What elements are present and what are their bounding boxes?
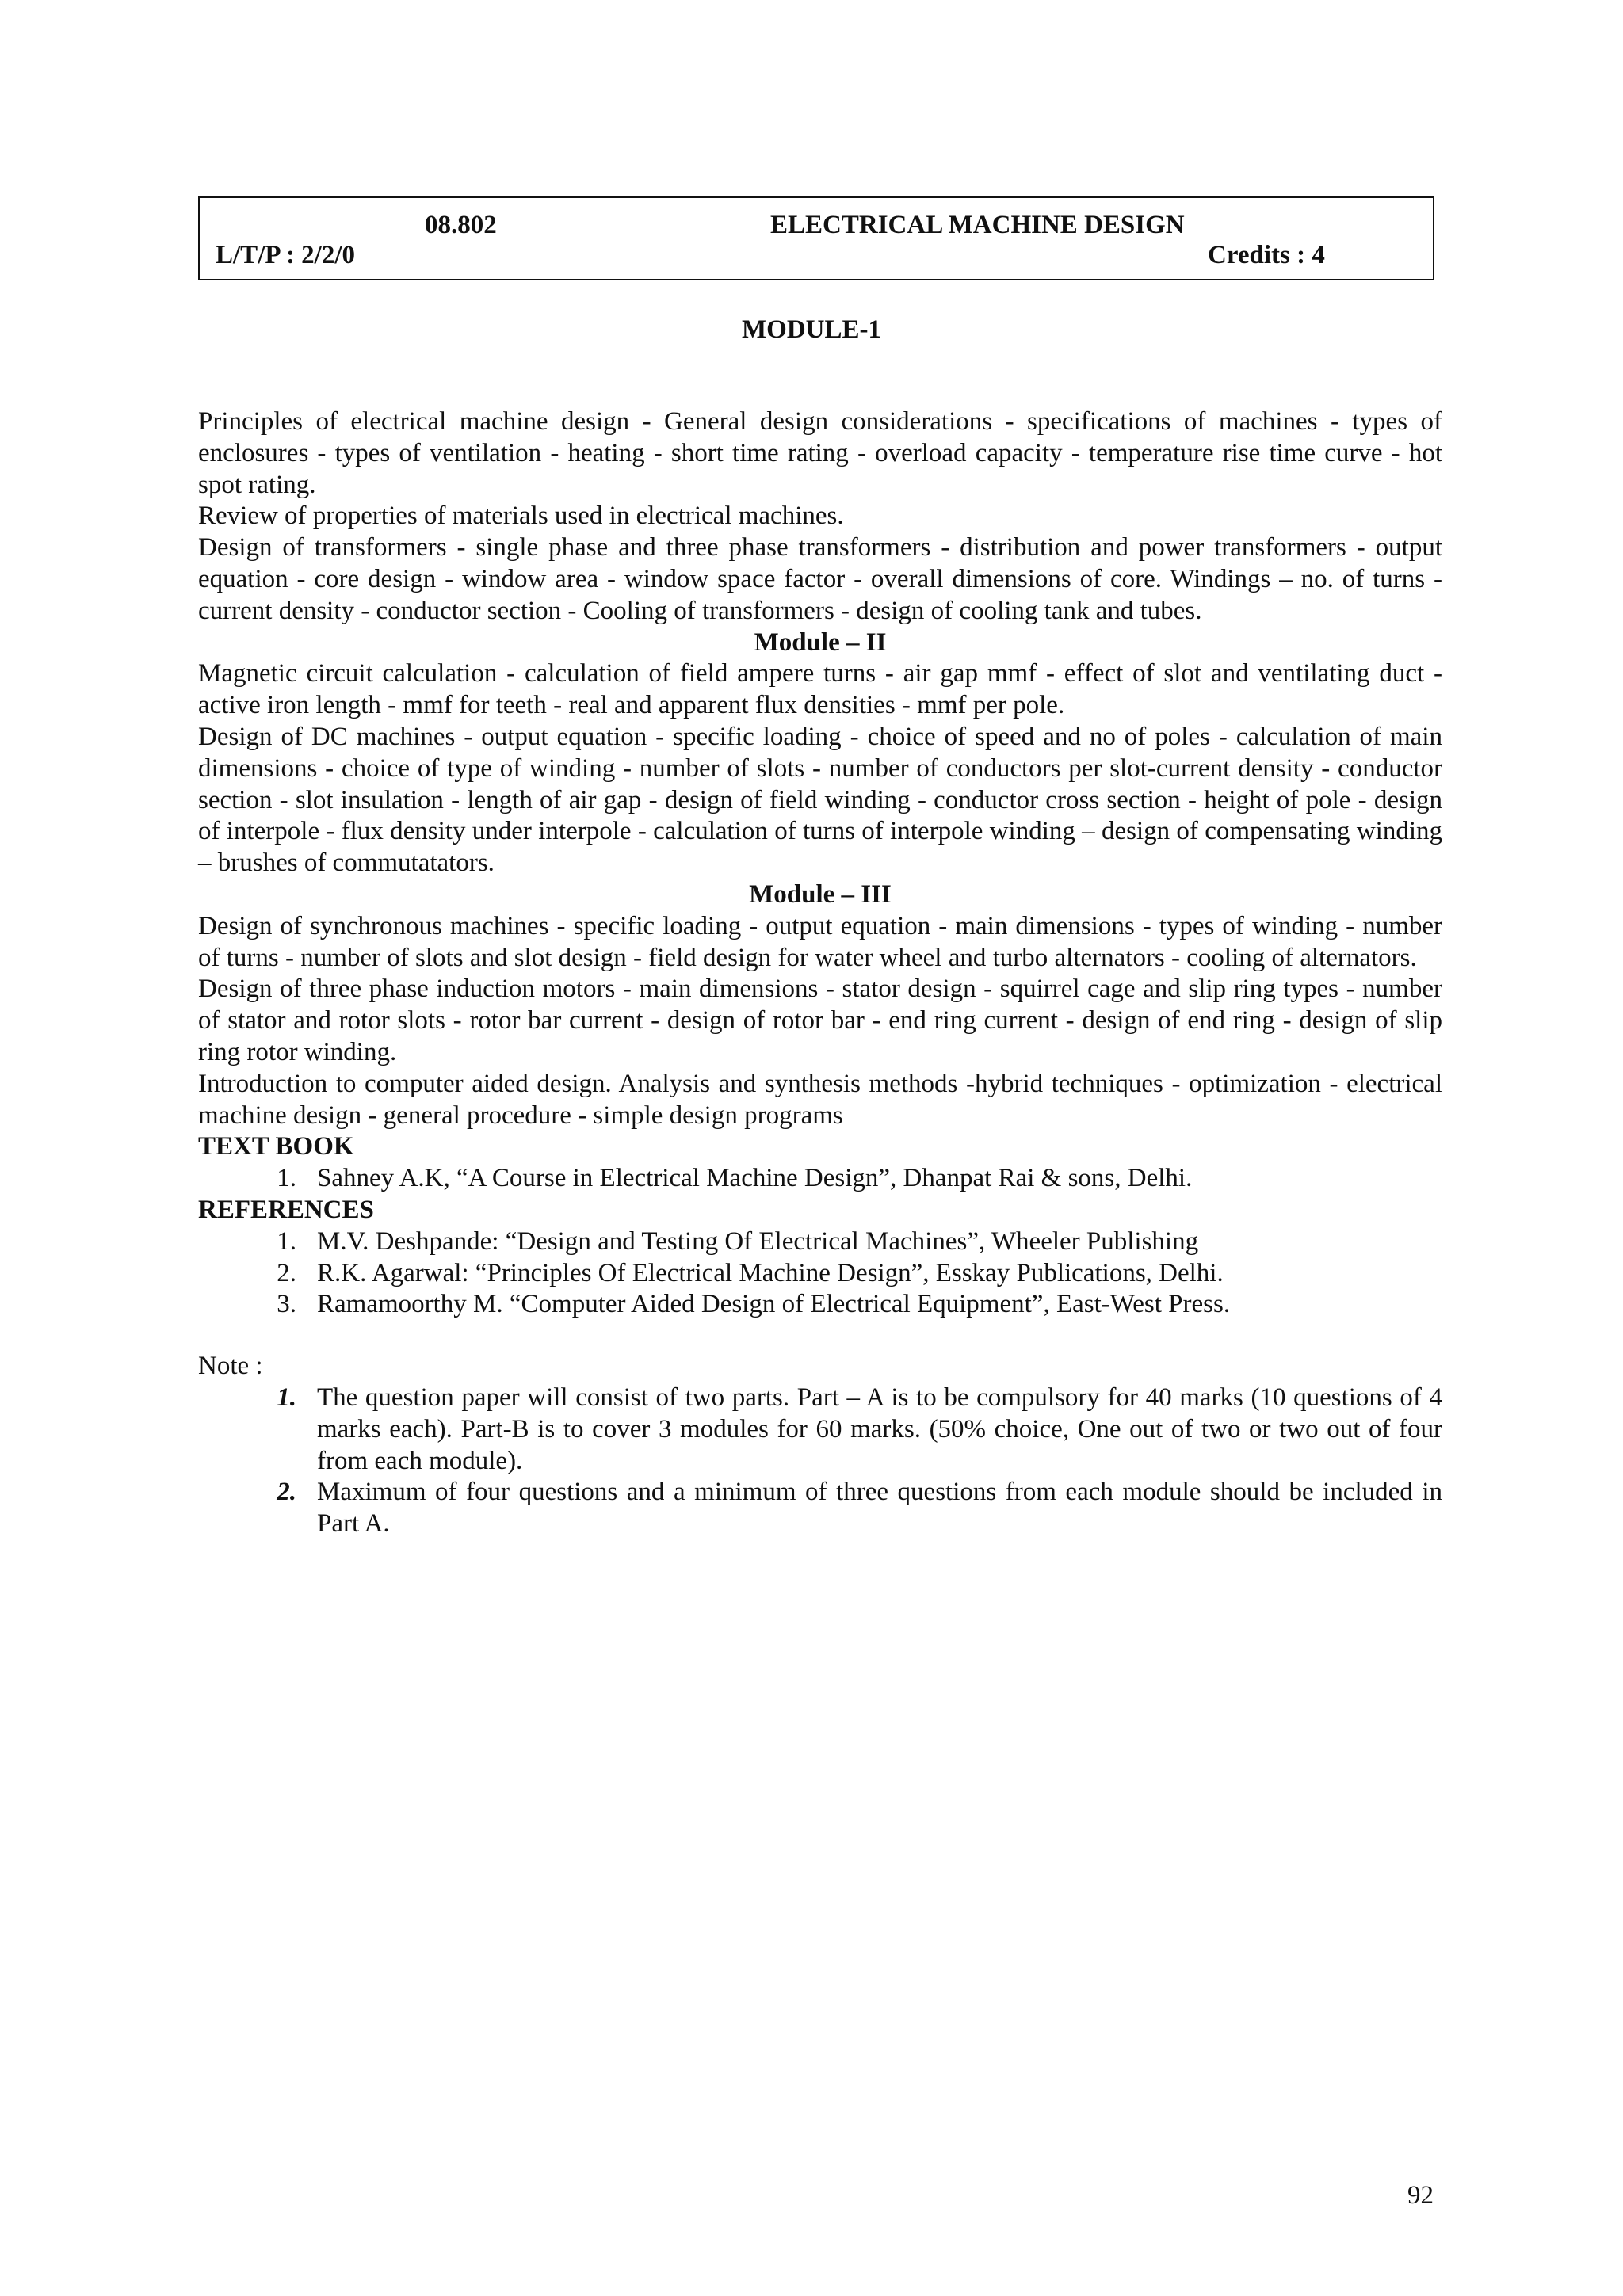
note-label: Note : [198, 1352, 263, 1381]
list-text: The question paper will consist of two parts. Part – A is to be compulsory for 40 marks (10 questions of 4 marks each). Part-B is to cover 3 modules for 60 marks. (50% choice, One out of two or two out of four from each module). [317, 1383, 1442, 1475]
module-2-paragraph: Magnetic circuit calculation - calculation of field ampere turns - air gap mmf - effect of slot and ventilating duct - active iron length - mmf for teeth - real and apparent flux densities - mmf per pole. [198, 659, 1442, 720]
course-title: ELECTRICAL MACHINE DESIGN [770, 211, 1185, 239]
module-1-paragraph: Review of properties of materials used in electrical machines. [198, 502, 844, 531]
list-text: R.K. Agarwal: “Principles Of Electrical Machine Design”, Esskay Publications, Delhi. [317, 1258, 1224, 1287]
module-3-paragraph: Design of synchronous machines - specific loading - output equation - main dimensions - types of winding - number of turns - number of slots and slot design - field design for water wheel and turbo alternators - cooling of alternators. [198, 911, 1442, 972]
page-number: 92 [1407, 2181, 1434, 2210]
note-item [198, 1383, 1442, 1477]
list-number: 1. [277, 1164, 296, 1193]
list-text: M.V. Deshpande: “Design and Testing Of Electrical Machines”, Wheeler Publishing [317, 1226, 1199, 1256]
syllabus-body [198, 406, 1442, 1540]
module-3-paragraph: Introduction to computer aided design. Analysis and synthesis methods -hybrid techniques - optimization - electrical machine design - general procedure - simple design programs [198, 1069, 1442, 1130]
module-2-paragraph: Design of DC machines - output equation - specific loading - choice of speed and no of poles - calculation of main dimensions - choice of type of winding - number of slots - number of conductors per slot-current density - conductor section - slot insulation - length of air gap - design of field winding - conductor cross section - height of pole - design of interpole - flux density under interpole - calculation of turns of interpole winding – design of compensating winding – brushes of commutatators. [198, 722, 1442, 878]
reference-item [198, 1289, 1442, 1321]
note-item [198, 1477, 1442, 1540]
module-3-paragraph: Design of three phase induction motors - main dimensions - stator design - squirrel cage and slip ring types - number of stator and rotor slots - rotor bar current - design of rotor bar - end ring current - design of end ring - design of slip ring rotor winding. [198, 974, 1442, 1066]
list-number: 1. [277, 1226, 296, 1256]
list-number: 2. [277, 1478, 296, 1507]
module-2-title: Module – II [754, 627, 887, 657]
list-number: 3. [277, 1290, 296, 1319]
module-1-paragraph: Principles of electrical machine design - General design considerations - specifications of machines - types of enclosures - types of ventilation - heating - short time rating - overload capacity - temperature rise time curve - hot spot rating. [198, 407, 1442, 499]
reference-item [198, 1226, 1442, 1258]
list-number: 2. [277, 1258, 296, 1287]
text-book-item [198, 1163, 1442, 1195]
module-3-title: Module – III [749, 879, 892, 909]
text-book-heading: TEXT BOOK [198, 1132, 354, 1161]
list-text: Ramamoorthy M. “Computer Aided Design of Electrical Equipment”, East-West Press. [317, 1290, 1231, 1319]
reference-item [198, 1258, 1442, 1290]
course-code: 08.802 [425, 211, 497, 239]
list-text: Maximum of four questions and a minimum of three questions from each module should be included in Part A. [317, 1478, 1442, 1539]
list-number: 1. [277, 1383, 296, 1412]
module-1-paragraph: Design of transformers - single phase and three phase transformers - distribution and power transformers - output equation - core design - window area - window space factor - overall dimensions of core. Windings – no. of turns - current density - conductor section - Cooling of transformers - design of cooling tank and tubes. [198, 533, 1442, 625]
ltp-label: L/T/P : 2/2/0 [216, 241, 356, 269]
list-text: Sahney A.K, “A Course in Electrical Machine Design”, Dhanpat Rai & sons, Delhi. [317, 1164, 1193, 1193]
references-heading: REFERENCES [198, 1195, 374, 1224]
module-1-title: MODULE-1 [742, 315, 881, 344]
credits-label: Credits : 4 [1208, 241, 1325, 269]
